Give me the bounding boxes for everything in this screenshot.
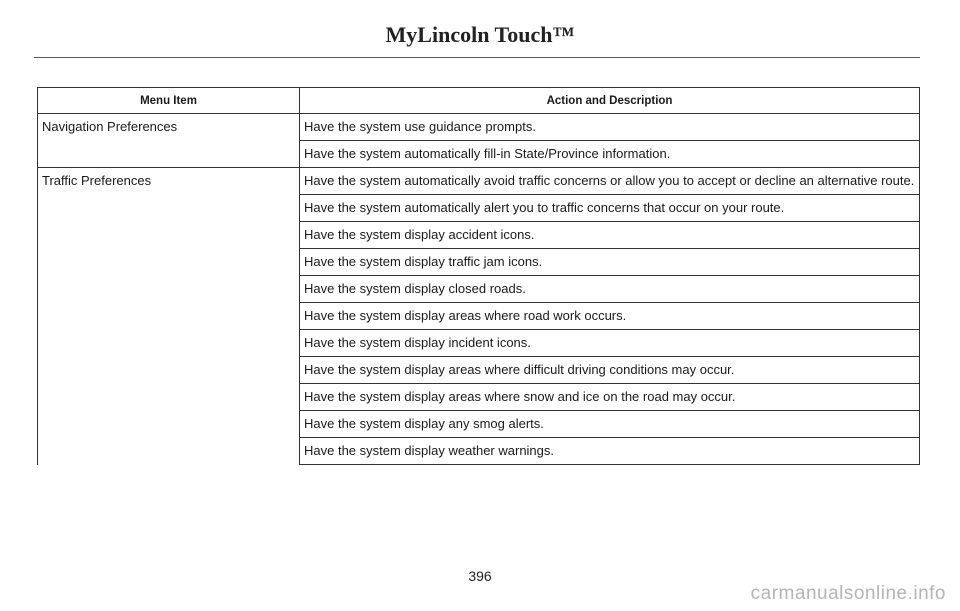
page-title: MyLincoln Touch™ bbox=[385, 22, 575, 47]
action-cell: Have the system display areas where road work occurs. bbox=[300, 303, 920, 330]
table-row bbox=[38, 168, 920, 195]
action-cell: Have the system display areas where difficult driving conditions may occur. bbox=[300, 357, 920, 384]
action-cell: Have the system display areas where snow and ice on the road may occur. bbox=[300, 384, 920, 411]
menu-item-cell: Navigation Preferences bbox=[38, 114, 300, 168]
action-cell: Have the system automatically fill-in State/Province information. bbox=[300, 141, 920, 168]
table-header-row bbox=[38, 88, 920, 114]
action-cell: Have the system display closed roads. bbox=[300, 276, 920, 303]
action-cell: Have the system display incident icons. bbox=[300, 330, 920, 357]
action-cell: Have the system use guidance prompts. bbox=[300, 114, 920, 141]
column-header-action: Action and Description bbox=[300, 88, 920, 114]
table-row bbox=[38, 114, 920, 141]
menu-item-cell: Traffic Preferences bbox=[38, 168, 300, 465]
action-cell: Have the system automatically alert you to traffic concerns that occur on your route. bbox=[300, 195, 920, 222]
page-number: 396 bbox=[468, 568, 492, 584]
header-divider bbox=[34, 57, 920, 58]
watermark[interactable]: carmanualsonline.info bbox=[750, 583, 946, 604]
action-cell: Have the system display accident icons. bbox=[300, 222, 920, 249]
menu-table bbox=[37, 87, 920, 465]
action-cell: Have the system display traffic jam icons. bbox=[300, 249, 920, 276]
column-header-menu-item: Menu Item bbox=[38, 88, 300, 114]
action-cell: Have the system display weather warnings. bbox=[300, 438, 920, 465]
action-cell: Have the system display any smog alerts. bbox=[300, 411, 920, 438]
action-cell: Have the system automatically avoid traffic concerns or allow you to accept or decline an alternative route. bbox=[300, 168, 920, 195]
